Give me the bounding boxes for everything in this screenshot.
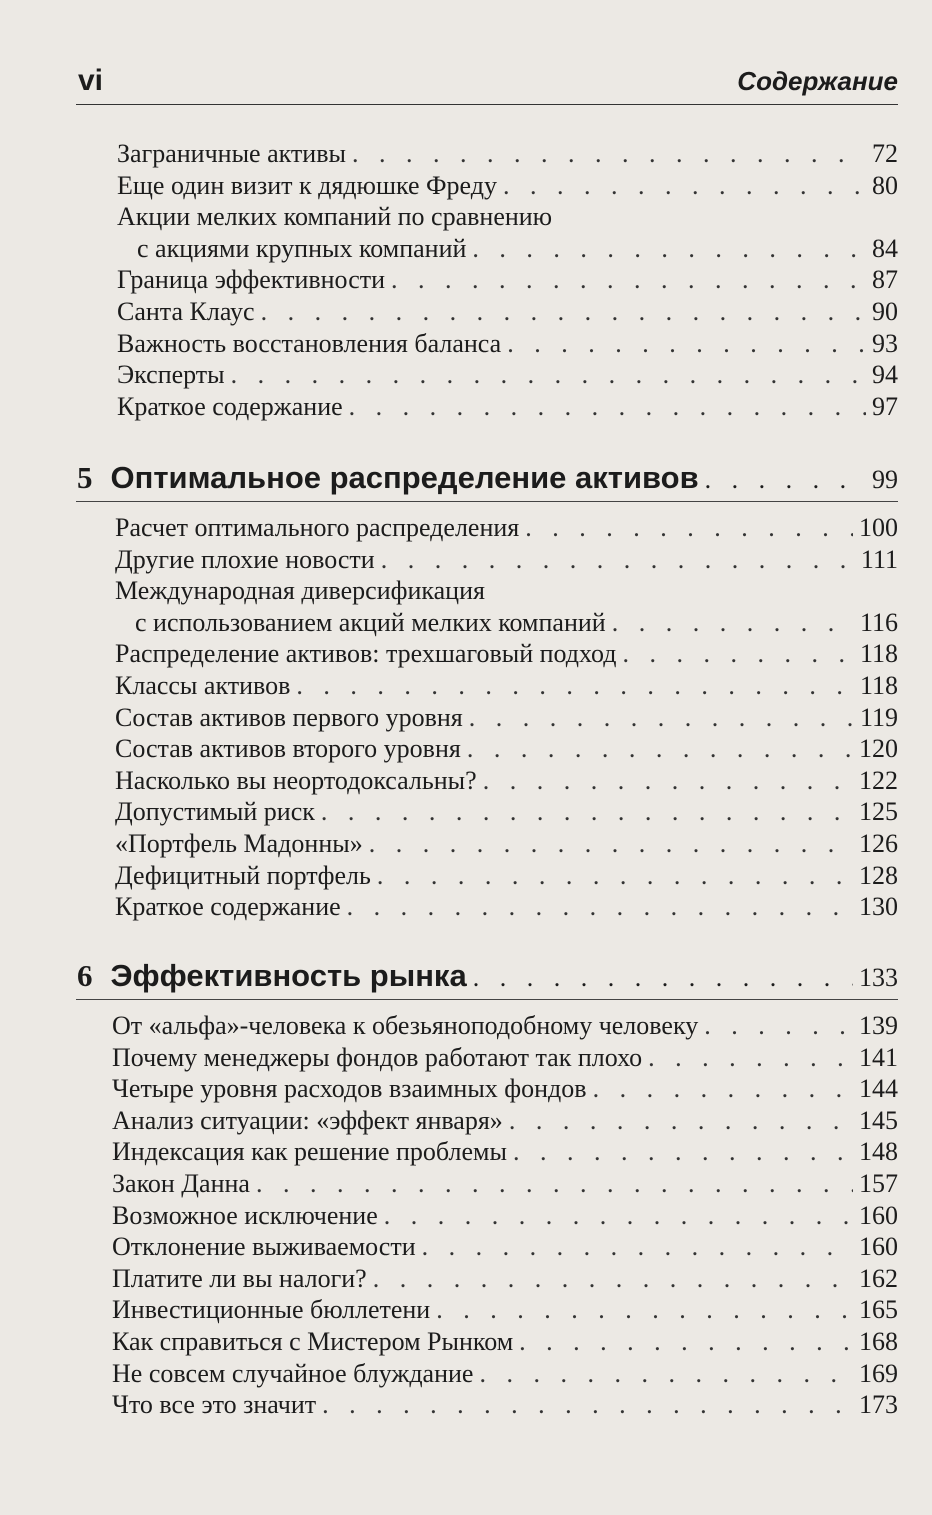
dot-leader <box>322 1389 853 1420</box>
dot-leader <box>705 461 866 499</box>
toc-entry-page: 111 <box>860 544 898 574</box>
toc-entry-title: Платите ли вы налоги? <box>112 1263 367 1293</box>
toc-entry-title: Краткое содержание <box>115 892 341 922</box>
toc-entry-title: Классы активов <box>115 671 291 700</box>
toc-entry-page: 93 <box>872 328 898 358</box>
toc-entry-title: Анализ ситуации: «эффект января» <box>112 1105 503 1135</box>
toc-entry[interactable] <box>115 544 898 575</box>
dot-leader <box>503 170 866 201</box>
toc-entry[interactable] <box>115 702 898 733</box>
dot-leader <box>256 1168 853 1199</box>
toc-entry-title: Эксперты <box>117 360 225 390</box>
toc-entry-title: Граница эффективности <box>117 265 386 295</box>
toc-entry[interactable] <box>112 1389 898 1420</box>
toc-entry[interactable] <box>135 607 898 638</box>
toc-entry-page: 97 <box>872 391 898 421</box>
toc-entry[interactable] <box>115 891 898 922</box>
toc-entry-page: 162 <box>859 1263 898 1293</box>
toc-entry-page: 90 <box>872 297 898 326</box>
dot-leader <box>483 765 853 796</box>
toc-entry-title: Акции мелких компаний по сравнению <box>117 202 553 232</box>
toc-entry-page: 139 <box>859 1011 898 1040</box>
dot-leader <box>472 233 866 264</box>
page-number: vi <box>78 64 104 97</box>
dot-leader <box>473 959 853 997</box>
toc-entry-page: 126 <box>859 829 898 858</box>
toc-entry-page: 119 <box>859 702 898 732</box>
dot-leader <box>422 1231 853 1262</box>
chapter-heading[interactable] <box>77 957 898 997</box>
toc-entry-title: Отклонение выживаемости <box>112 1232 416 1262</box>
toc-entry[interactable] <box>117 170 898 201</box>
toc-entry[interactable] <box>137 233 898 264</box>
dot-leader <box>593 1073 853 1104</box>
toc-entry-page: 118 <box>859 671 898 700</box>
toc-entry-title: Почему менеджеры фондов работают так плохо <box>112 1042 643 1072</box>
toc-entry[interactable] <box>117 359 898 390</box>
toc-entry-page: 116 <box>859 607 898 637</box>
header-rule <box>76 104 898 105</box>
dot-leader <box>436 1294 853 1325</box>
chapter-page: 99 <box>872 465 898 494</box>
toc-entry-page: 173 <box>859 1390 898 1420</box>
toc-entry-page: 94 <box>872 360 898 390</box>
toc-entry[interactable] <box>112 1231 898 1262</box>
toc-entry[interactable] <box>112 1263 898 1294</box>
dot-leader <box>507 328 866 359</box>
toc-entry[interactable] <box>115 670 898 701</box>
toc-entry-title: Индексация как решение проблемы <box>112 1137 507 1167</box>
toc-entry-page: 157 <box>859 1169 898 1198</box>
toc-entry-page: 160 <box>859 1232 898 1262</box>
dot-leader <box>509 1105 853 1136</box>
dot-leader <box>321 796 853 827</box>
toc-entry[interactable] <box>115 638 898 669</box>
chapter-title: Оптимальное распределение активов <box>110 460 699 495</box>
toc-entry-title-cont: с использованием акций мелких компаний <box>135 607 606 637</box>
toc-entry-page: 72 <box>872 139 898 168</box>
toc-entry[interactable] <box>112 1136 898 1167</box>
dot-leader <box>261 296 866 327</box>
toc-entry-title: Инвестиционные бюллетени <box>112 1295 431 1325</box>
running-header-title: Содержание <box>737 66 898 96</box>
toc-entry[interactable] <box>117 138 898 169</box>
dot-leader <box>525 512 853 543</box>
chapter-number: 5 <box>77 460 93 495</box>
toc-entry-title: Четыре уровня расходов взаимных фондов <box>112 1074 587 1104</box>
toc-entry[interactable] <box>112 1294 898 1325</box>
toc-entry-title: Не совсем случайное блуждание <box>112 1358 474 1388</box>
toc-entry[interactable] <box>115 796 898 827</box>
chapter-rule <box>76 999 898 1000</box>
toc-entry-page: 130 <box>859 892 898 922</box>
toc-entry-page: 160 <box>859 1200 898 1230</box>
toc-entry-page: 148 <box>859 1137 898 1167</box>
chapter-heading[interactable] <box>77 459 898 499</box>
toc-entry-page: 118 <box>859 639 898 669</box>
toc-entry[interactable] <box>112 1326 898 1357</box>
dot-leader <box>519 1326 853 1357</box>
toc-entry[interactable] <box>117 328 898 359</box>
toc-entry[interactable] <box>117 264 898 295</box>
dot-leader <box>231 359 866 390</box>
toc-entry-title: Насколько вы неортодоксальны? <box>115 765 477 795</box>
dot-leader <box>384 1200 853 1231</box>
chapter-number: 6 <box>77 958 93 993</box>
toc-entry-page: 165 <box>859 1295 898 1325</box>
chapter-rule <box>76 501 898 502</box>
toc-entry-title: Дефицитный портфель <box>115 860 371 890</box>
dot-leader <box>612 607 854 638</box>
toc-entry-title: Закон Данна <box>112 1169 250 1198</box>
dot-leader <box>373 1263 853 1294</box>
dot-leader <box>513 1136 853 1167</box>
toc-entry-page: 80 <box>872 170 898 200</box>
toc-entry-title: Заграничные активы <box>117 139 346 168</box>
toc-entry-title: Еще один визит к дядюшке Фреду <box>117 170 497 200</box>
dot-leader <box>704 1010 853 1041</box>
dot-leader <box>467 733 853 764</box>
toc-entry[interactable] <box>115 512 898 543</box>
toc-entry-page: 145 <box>859 1105 898 1135</box>
toc-entry[interactable] <box>112 1358 898 1389</box>
toc-entry-page: 168 <box>859 1327 898 1356</box>
toc-entry-title: Краткое содержание <box>117 391 343 421</box>
dot-leader <box>349 391 866 422</box>
dot-leader <box>369 828 853 859</box>
toc-entry-page: 128 <box>859 860 898 890</box>
toc-entry-title: «Портфель Мадонны» <box>115 829 363 858</box>
toc-entry[interactable] <box>115 860 898 891</box>
toc-entry-page: 120 <box>859 734 898 764</box>
toc-entry[interactable] <box>112 1010 898 1041</box>
toc-entry-page: 84 <box>872 233 898 263</box>
toc-entry-page: 122 <box>859 765 898 795</box>
toc-entry-page: 125 <box>859 797 898 827</box>
dot-leader <box>347 891 853 922</box>
toc-entry-title: Санта Клаус <box>117 297 255 326</box>
chapter-title: Эффективность рынка <box>110 958 467 993</box>
toc-entry-title: Состав активов первого уровня <box>115 702 463 732</box>
toc-entry-page: 87 <box>872 265 898 295</box>
toc-entry-page: 141 <box>859 1042 898 1072</box>
toc-entry[interactable] <box>112 1073 898 1104</box>
toc-entry-title: Возможное исключение <box>112 1200 378 1230</box>
toc-entry[interactable] <box>112 1168 898 1199</box>
toc-entry-title: От «альфа»-человека к обезьяноподобному человеку <box>112 1011 699 1040</box>
toc-entry[interactable] <box>115 733 898 764</box>
toc-entry-title: Как справиться с Мистером Рынком <box>112 1327 514 1356</box>
toc-entry-page: 100 <box>859 513 898 542</box>
chapter-page: 133 <box>859 963 898 992</box>
toc-entry[interactable] <box>112 1105 898 1136</box>
dot-leader <box>479 1358 853 1389</box>
toc-entry-title-cont: с акциями крупных компаний <box>137 233 467 263</box>
toc-entry-title: Международная диверсификация <box>115 576 485 606</box>
dot-leader <box>352 138 866 169</box>
toc-entry-page: 144 <box>859 1074 898 1104</box>
toc-entry[interactable] <box>115 765 898 796</box>
dot-leader <box>381 544 855 575</box>
toc-entry[interactable] <box>112 1042 898 1073</box>
dot-leader <box>296 670 854 701</box>
dot-leader <box>391 264 866 295</box>
dot-leader <box>469 702 854 733</box>
toc-entry[interactable] <box>117 391 898 422</box>
toc-entry[interactable] <box>112 1200 898 1231</box>
dot-leader <box>377 860 853 891</box>
toc-entry[interactable] <box>117 296 898 327</box>
dot-leader <box>623 638 854 669</box>
toc-entry-title: Другие плохие новости <box>115 544 375 574</box>
toc-entry-title: Важность восстановления баланса <box>117 328 502 358</box>
dot-leader <box>648 1042 853 1073</box>
toc-entry-title: Состав активов второго уровня <box>115 734 461 764</box>
toc-entry-page: 169 <box>859 1358 898 1388</box>
toc-entry-title: Распределение активов: трехшаговый подход <box>115 639 617 669</box>
toc-entry-title: Что все это значит <box>112 1390 317 1420</box>
toc-entry-title: Допустимый риск <box>115 797 315 827</box>
toc-entry[interactable] <box>115 828 898 859</box>
toc-entry-title: Расчет оптимального распределения <box>115 513 520 542</box>
